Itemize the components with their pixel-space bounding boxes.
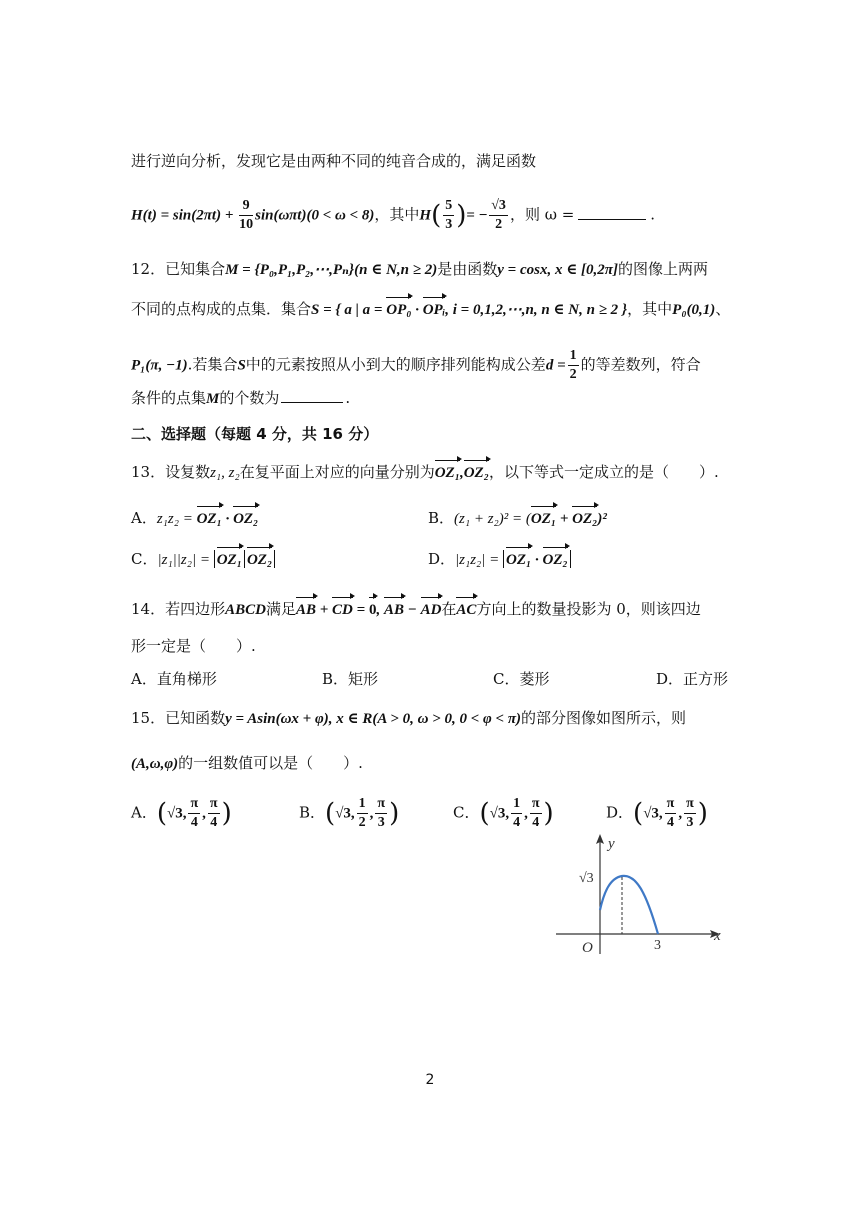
point-p1: P₁(π, −1) bbox=[131, 357, 188, 374]
q13-option-c[interactable] bbox=[131, 548, 275, 571]
q11-func-lhs: H(t) = sin(2πt) + bbox=[131, 207, 238, 224]
q15-option-c[interactable]: C．(√3, $\frac{1}{4}$ , $\frac{\pi}{4}$ ) bbox=[453, 796, 554, 830]
q13-option-a[interactable] bbox=[131, 507, 258, 530]
q11-function-line: H(t) = sin(2πt) + $\frac{9}{10}$ sin(ωπt)(0 < ω < 8)，其中H( $\frac{5}{3}$ )= − $\frac{√3}{2}$ ，则 ω = . bbox=[131, 198, 656, 232]
q14-text: 满足 bbox=[265, 600, 296, 618]
q12-line4 bbox=[131, 387, 350, 410]
option-lhs: |z₁z₂| = bbox=[455, 552, 504, 568]
q14-option-b[interactable]: B．矩形 bbox=[322, 670, 379, 688]
comma: , bbox=[202, 805, 206, 822]
comma: , bbox=[369, 805, 374, 822]
frac-den: 3 bbox=[445, 217, 453, 232]
q11-frac-sqrt3-2 bbox=[489, 197, 508, 234]
vector-oz1: OZ₁ bbox=[531, 508, 556, 530]
q12-set-s-rest: , i = 0,1,2,⋯,n, n ∈ N, n ≥ 2 } bbox=[445, 302, 628, 318]
frac-den: 2 bbox=[569, 367, 577, 382]
q15-function: y = Asin(ωx + φ), x ∈ R(A > 0, ω > 0, 0 < φ < π) bbox=[225, 711, 522, 727]
option-rhs: )² bbox=[597, 511, 607, 527]
q12-end: . bbox=[345, 389, 351, 407]
q11-frac-5-3 bbox=[443, 197, 454, 234]
option-label: C． bbox=[131, 550, 158, 568]
option-label: D． bbox=[606, 803, 634, 822]
vector-cd: CD bbox=[332, 599, 353, 621]
dot-operator: · bbox=[221, 511, 234, 527]
quad-abcd: ABCD bbox=[225, 602, 266, 618]
section-heading: 二、选择题（每题 4 分，共 16 分） bbox=[131, 425, 379, 443]
frac-den: 10 bbox=[239, 217, 254, 232]
frac-den: 4 bbox=[190, 815, 198, 830]
vector-oz2: OZ₂ bbox=[247, 549, 272, 571]
common-difference: d = bbox=[545, 357, 566, 374]
q11-answer-blank[interactable] bbox=[578, 205, 646, 220]
option-label: B． bbox=[428, 509, 455, 527]
dot-operator: · bbox=[411, 302, 423, 318]
ymax-label: √3 bbox=[579, 871, 594, 886]
q13-text: 在复平面上对应的向量分别为 bbox=[239, 463, 435, 481]
frac-num: π bbox=[208, 795, 220, 814]
q14-line1 bbox=[131, 598, 701, 621]
minus-operator: − bbox=[403, 602, 421, 618]
q13-stem bbox=[131, 461, 719, 484]
vector-oz2: OZ₂ bbox=[464, 462, 489, 484]
q12-frac-1-2 bbox=[568, 347, 579, 384]
q13-z: z₁, z₂ bbox=[210, 465, 240, 481]
zero-vector: 0 bbox=[369, 599, 377, 621]
q15-option-d[interactable]: D．(√3, $\frac{\pi}{4}$ , $\frac{\pi}{3}$ ) bbox=[606, 796, 708, 830]
vector-oz1: OZ₁ bbox=[217, 549, 242, 571]
option-label: A． bbox=[131, 509, 157, 527]
q12-line1 bbox=[131, 258, 708, 281]
q11-ask: ，则 ω = bbox=[509, 205, 575, 224]
q15-text: 的部分图像如图所示，则 bbox=[521, 709, 687, 727]
plus-operator: + bbox=[556, 511, 573, 527]
q11-cond-lhs: H bbox=[419, 207, 432, 224]
x-axis-label: x bbox=[714, 928, 721, 944]
q12-set-m: M = {P₀,P₁,P₂,⋯,Pₙ}(n ∈ N,n ≥ 2) bbox=[225, 262, 438, 278]
option-label: B． bbox=[299, 803, 326, 822]
q11-mid: ，其中 bbox=[374, 205, 420, 224]
vector-ad: AD bbox=[421, 599, 442, 621]
q14-option-c[interactable]: C．菱形 bbox=[493, 670, 550, 688]
q12-line2 bbox=[131, 298, 730, 321]
q15-option-b[interactable]: B．(√3, $\frac{1}{2}$ , $\frac{\pi}{3}$ ) bbox=[299, 796, 400, 830]
page-number: 2 bbox=[425, 1072, 435, 1088]
q11-eq: = − bbox=[466, 207, 488, 224]
vector-oz1: OZ₁ bbox=[435, 462, 460, 484]
q14-option-a[interactable]: A．直角梯形 bbox=[131, 670, 217, 688]
vector-ac: AC bbox=[456, 599, 476, 621]
q12-set-s: S = { a | a = bbox=[311, 302, 387, 318]
comma: , bbox=[459, 465, 464, 481]
option-lhs: |z₁||z₂| = bbox=[157, 552, 214, 568]
dot-operator: · bbox=[531, 552, 543, 568]
q12-text: 不同的点构成的点集．集合 bbox=[131, 300, 312, 318]
x-zero-label: 3 bbox=[654, 938, 661, 953]
q12-text: 、 bbox=[715, 300, 731, 318]
frac-num: 1 bbox=[357, 795, 368, 814]
frac-den: 4 bbox=[210, 815, 218, 830]
q14-option-d[interactable]: D．正方形 bbox=[656, 670, 729, 688]
q12-function: y = cosx, x ∈ [0,2π] bbox=[497, 262, 618, 278]
vector-oz1: OZ₁ bbox=[506, 549, 531, 571]
point-p0: P₀(0,1) bbox=[672, 302, 716, 318]
q12-text: 是由函数 bbox=[437, 260, 498, 278]
frac-num: π bbox=[684, 795, 696, 814]
q12-text: 的个数为 bbox=[219, 389, 280, 407]
vector-oz2: OZ₂ bbox=[572, 508, 597, 530]
origin-label: O bbox=[582, 940, 593, 956]
option-label: C． bbox=[453, 803, 480, 822]
sqrt3: √3, bbox=[643, 805, 663, 822]
comma: , bbox=[376, 602, 384, 618]
q12-answer-blank[interactable] bbox=[281, 388, 343, 403]
frac-num: π bbox=[375, 795, 387, 814]
frac-den: 4 bbox=[532, 815, 540, 830]
q12-text: 的图像上两两 bbox=[617, 260, 708, 278]
frac-num: √3 bbox=[489, 197, 508, 216]
frac-den: 4 bbox=[513, 815, 521, 830]
frac-num: 1 bbox=[568, 347, 579, 366]
frac-den: 3 bbox=[377, 815, 385, 830]
vector-op0: OP₀ bbox=[386, 299, 411, 321]
frac-num: 9 bbox=[239, 197, 253, 216]
q12-text: 的等差数列，符合 bbox=[580, 355, 701, 374]
q11-end: . bbox=[650, 205, 656, 224]
q11-intro: 进行逆向分析，发现它是由两种不同的纯音合成的，满足函数 bbox=[131, 152, 537, 170]
q11-func-rhs: sin(ωπt)(0 < ω < 8) bbox=[255, 207, 375, 224]
q14-text: 方向上的数量投影为 0，则该四边 bbox=[476, 600, 701, 618]
q15-line1 bbox=[131, 707, 686, 730]
y-axis-label: y bbox=[608, 836, 615, 852]
vector-oz2: OZ₂ bbox=[543, 549, 568, 571]
frac-num: π bbox=[530, 795, 542, 814]
vector-oz1: OZ₁ bbox=[197, 508, 222, 530]
q12-number: 12．已知集合 bbox=[131, 260, 226, 278]
q15-text: 的一组数值可以是（ ）. bbox=[178, 754, 363, 772]
option-lhs: (z₁ + z₂)² = ( bbox=[454, 511, 531, 527]
q12-text: 中的元素按照从小到大的顺序排列能构成公差 bbox=[245, 355, 546, 374]
q11-frac-9-10 bbox=[239, 197, 253, 234]
frac-den: 2 bbox=[358, 815, 366, 830]
plus-operator: + bbox=[315, 602, 333, 618]
q12-text: ，其中 bbox=[627, 300, 673, 318]
q12-text: .若集合 bbox=[187, 355, 238, 374]
frac-num: π bbox=[665, 795, 677, 814]
q13-option-b[interactable] bbox=[428, 507, 607, 530]
vector-ab: AB bbox=[384, 599, 404, 621]
frac-num: 1 bbox=[511, 795, 522, 814]
q15-option-a[interactable]: A．(√3, $\frac{\pi}{4}$ , $\frac{\pi}{4}$ ) bbox=[131, 796, 232, 830]
q14-number: 14．若四边形 bbox=[131, 600, 226, 618]
option-lhs: z₁z₂ = bbox=[156, 511, 197, 527]
frac-num: 5 bbox=[443, 197, 454, 216]
q14-line2: 形一定是（ ）. bbox=[131, 637, 256, 655]
sqrt3: √3, bbox=[167, 805, 187, 822]
option-label: A． bbox=[131, 803, 157, 822]
frac-den: 2 bbox=[495, 217, 503, 232]
comma: , bbox=[524, 805, 528, 822]
q15-params: (A,ω,φ) bbox=[131, 756, 179, 772]
comma: , bbox=[678, 805, 683, 822]
sine-graph-figure bbox=[548, 828, 728, 964]
q12-line3 bbox=[131, 347, 701, 384]
frac-den: 3 bbox=[686, 815, 694, 830]
frac-den: 4 bbox=[667, 815, 674, 830]
q14-text: 在 bbox=[441, 600, 457, 618]
vector-oz2: OZ₂ bbox=[233, 508, 258, 530]
q12-text: 条件的点集 bbox=[131, 389, 207, 407]
set-m: M bbox=[206, 391, 220, 407]
frac-num: π bbox=[188, 795, 200, 814]
q13-number: 13．设复数 bbox=[131, 463, 211, 481]
option-label: D． bbox=[428, 550, 456, 568]
equals: = bbox=[352, 602, 369, 618]
q15-number: 15．已知函数 bbox=[131, 709, 226, 727]
q15-line2 bbox=[131, 752, 363, 775]
vector-opi: OPᵢ bbox=[423, 299, 446, 321]
q13-text: ，以下等式一定成立的是（ ）. bbox=[488, 463, 719, 481]
sine-curve bbox=[600, 876, 658, 934]
vector-ab: AB bbox=[296, 599, 316, 621]
sqrt3: √3, bbox=[489, 805, 510, 822]
q13-option-d[interactable] bbox=[428, 548, 571, 571]
set-s: S bbox=[237, 357, 246, 374]
sqrt3: √3, bbox=[335, 805, 355, 822]
